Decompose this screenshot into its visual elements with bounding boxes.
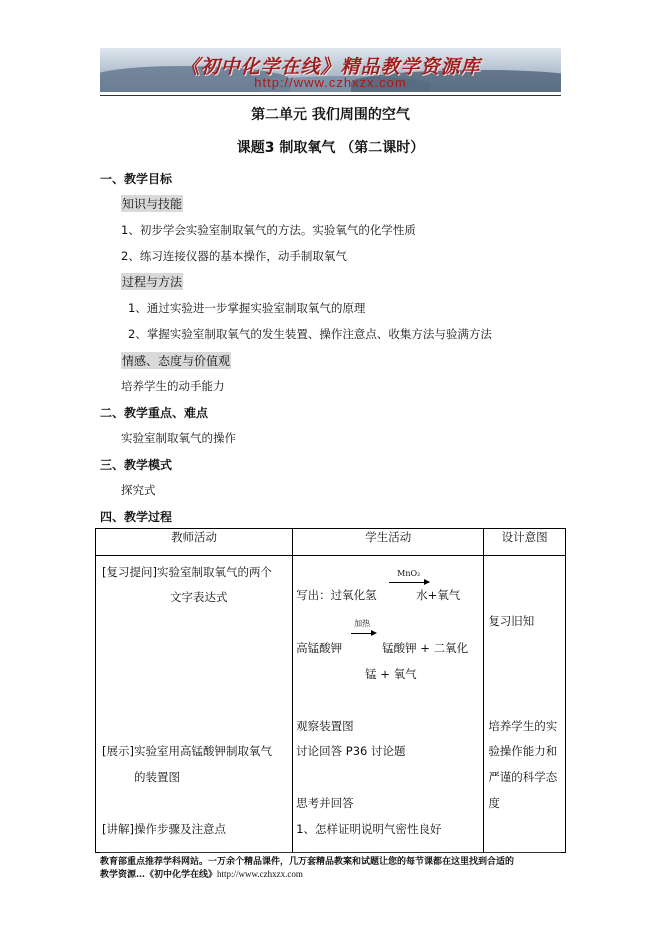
- footer-line2: [100, 867, 303, 880]
- section-goals: 一、教学目标: [100, 172, 173, 186]
- table-row: [96, 556, 566, 853]
- footer-divider: [100, 852, 561, 853]
- knowledge-item-2: 2、练习连接仪器的基本操作，动手制取氧气: [121, 249, 347, 263]
- footer-prefix: 教学资源…《初中化学在线》: [100, 870, 218, 880]
- section-mode: 三、教学模式: [100, 458, 173, 472]
- arrow-head-icon: [371, 630, 377, 636]
- student-discuss: 讨论回答 P36 讨论题: [296, 744, 406, 758]
- process-item-1: 1、通过实验进一步掌握实验室制取氧气的原理: [128, 301, 366, 315]
- header-student: 学生活动: [293, 529, 484, 556]
- footer-url[interactable]: http://www.czhxzx.com: [217, 869, 303, 879]
- table-header-row: [96, 529, 566, 556]
- procedure-table: [95, 528, 566, 853]
- subheading-emotion: 情感、态度与价值观: [122, 354, 231, 368]
- teacher-explain: [讲解]操作步骤及注意点: [102, 822, 226, 836]
- unit-title: 第二单元 我们周围的空气: [251, 107, 410, 123]
- student-kmno4: 高锰酸钾: [296, 641, 343, 655]
- student-question-1: 1、怎样证明说明气密性良好: [296, 822, 442, 836]
- student-write-product: 水+氧气: [416, 588, 461, 602]
- arrow-head-icon: [424, 579, 430, 585]
- student-observe: 观察装置图: [296, 719, 354, 733]
- header-banner: [100, 48, 561, 92]
- catalyst-label: MnO₂: [397, 569, 421, 578]
- emotion-item-1: 培养学生的动手能力: [121, 379, 225, 393]
- teacher-review-line2: 文字表达式: [170, 590, 228, 604]
- teacher-show-line2: 的装置图: [134, 770, 180, 784]
- purpose-skill-line3: 严谨的科学态: [488, 770, 558, 784]
- teacher-activity-cell: [96, 556, 293, 853]
- student-think: 思考并回答: [296, 796, 354, 810]
- section-key-points: 二、教学重点、难点: [100, 406, 209, 420]
- lesson-title: 课题3 制取氧气 （第二课时）: [236, 140, 425, 156]
- key-points-item: 实验室制取氧气的操作: [121, 431, 236, 445]
- student-write-prefix: 写出：过氧化氢: [296, 588, 377, 602]
- student-kmno4-products-2: 锰 + 氧气: [365, 667, 417, 681]
- teacher-review-line1: [复习提问]实验室制取氧气的两个: [102, 565, 272, 579]
- subheading-knowledge: 知识与技能: [122, 197, 183, 211]
- section-procedure: 四、教学过程: [100, 510, 173, 524]
- header-divider: [100, 95, 561, 96]
- header-teacher: 教师活动: [96, 529, 293, 556]
- purpose-skill-line4: 度: [488, 796, 500, 810]
- heat-label: 加热: [354, 619, 371, 628]
- banner-title: 《初中化学在线》精品教学资源库: [180, 56, 481, 78]
- purpose-skill-line1: 培养学生的实: [488, 719, 558, 733]
- student-kmno4-products-1: 锰酸钾 + 二氧化: [382, 641, 469, 655]
- header-purpose: 设计意图: [484, 529, 566, 556]
- knowledge-item-1: 1、初步学会实验室制取氧气的方法。实验氧气的化学性质: [121, 223, 416, 237]
- purpose-skill-line2: 验操作能力和: [488, 744, 558, 758]
- purpose-review: 复习旧知: [488, 614, 535, 628]
- banner-url[interactable]: http://www.czhxzx.com: [254, 75, 407, 90]
- process-item-2: 2、掌握实验室制取氧气的发生装置、操作注意点、收集方法与验满方法: [128, 327, 492, 341]
- footer-line1: 教育部重点推荐学科网站。一万余个精品课件，几万套精品教案和试题让您的每节课都在这里找到合适的: [100, 857, 515, 867]
- mode-item: 探究式: [121, 483, 156, 497]
- purpose-cell: [484, 556, 566, 853]
- reaction-arrow-1: [389, 582, 429, 583]
- subheading-process: 过程与方法: [122, 275, 183, 289]
- teacher-show-line1: [展示]实验室用高锰酸钾制取氧气: [102, 744, 272, 758]
- student-activity-cell: [293, 556, 484, 853]
